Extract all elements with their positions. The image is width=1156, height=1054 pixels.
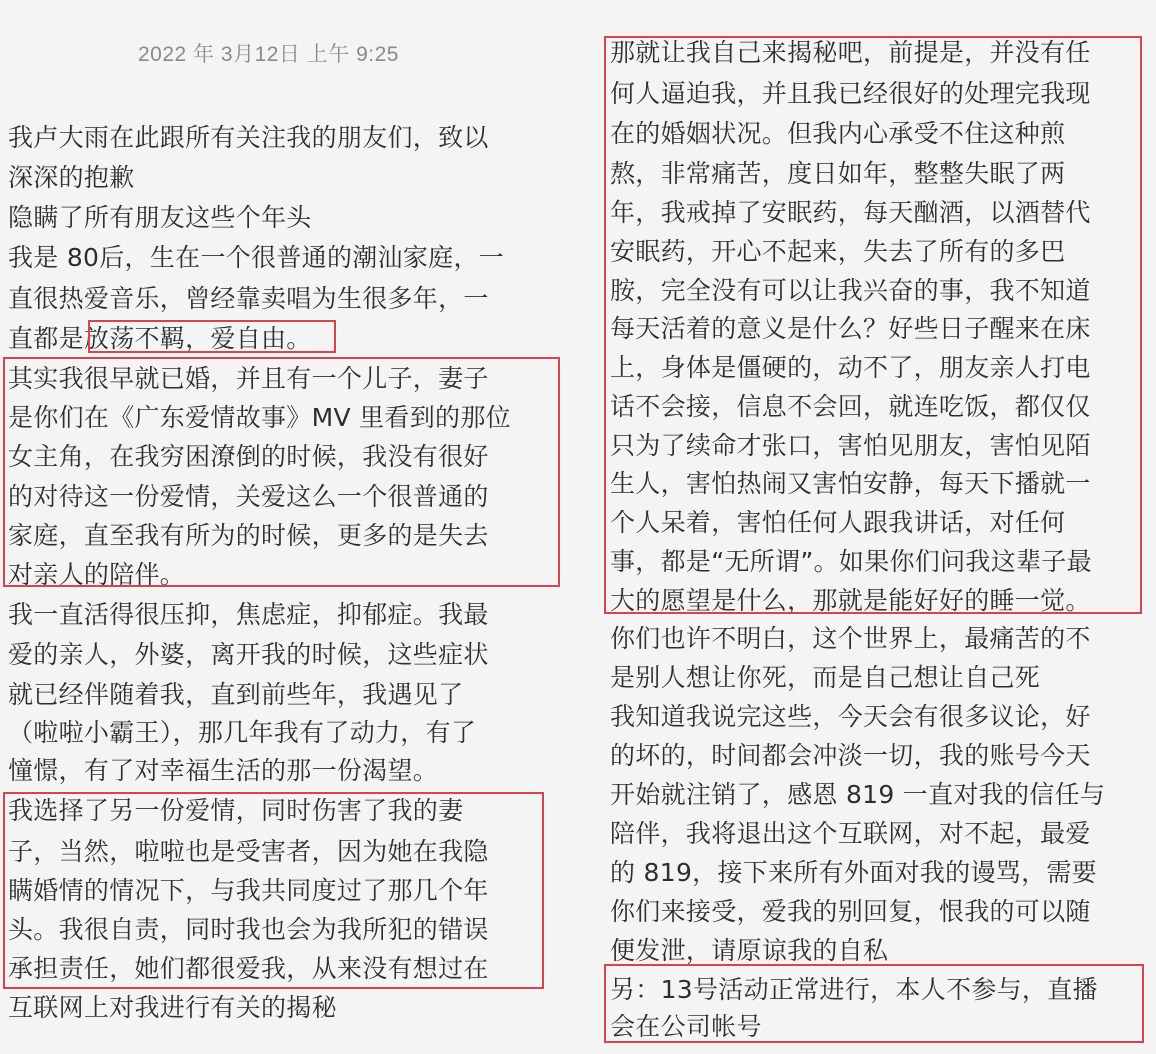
text-line: 你们也许不明白，这个世界上，最痛苦的不 xyxy=(610,624,1091,653)
text-line: 安眠药，开心不起来，失去了所有的多巴 xyxy=(610,237,1066,266)
text-line: 头。我很自责，同时我也会为我所犯的错误 xyxy=(8,915,489,944)
text-line: 你们来接受，爱我的别回复，恨我的可以随 xyxy=(610,897,1091,926)
text-line: 每天活着的意义是什么？好些日子醒来在床 xyxy=(610,314,1091,343)
text-line: （啦啦小霸王），那几年我有了动力，有了 xyxy=(8,718,477,747)
highlight-box-free-spirit xyxy=(88,320,336,353)
text-line: 年，我戒掉了安眠药，每天酗酒，以酒替代 xyxy=(610,198,1091,227)
text-line: 是别人想让你死，而是自己想让自己死 xyxy=(610,663,1041,692)
text-line: 承担责任，她们都很爱我，从来没有想过在 xyxy=(8,954,489,983)
post-timestamp: 2022 年 3月12日 上午 9:25 xyxy=(138,43,399,66)
text-line: 那就让我自己来揭秘吧，前提是，并没有任 xyxy=(610,38,1091,67)
highlight-box-insomnia xyxy=(604,36,1142,614)
text-line: 深深的抱歉 xyxy=(8,163,135,192)
text-line: 便发泄，请原谅我的自私 xyxy=(610,936,889,965)
highlight-box-second-love xyxy=(3,792,544,989)
text-line: 女主角，在我穷困潦倒的时候，我没有很好 xyxy=(8,442,489,471)
text-line: 我选择了另一份爱情，同时伤害了我的妻 xyxy=(8,796,464,825)
text-line: 只为了续命才张口，害怕见朋友，害怕见陌 xyxy=(610,431,1091,460)
left-post-panel xyxy=(0,0,560,1054)
text-line: 是你们在《广东爱情故事》MV 里看到的那位 xyxy=(8,403,511,432)
text-line: 憧憬，有了对幸福生活的那一份渴望。 xyxy=(8,756,439,785)
text-line: 互联网上对我进行有关的揭秘 xyxy=(8,993,337,1022)
text-line: 在的婚姻状况。但我内心承受不住这种煎 xyxy=(610,119,1066,148)
text-line: 其实我很早就已婚，并且有一个儿子，妻子 xyxy=(8,364,489,393)
text-line: 隐瞒了所有朋友这些个年头 xyxy=(8,203,312,232)
text-line: 开始就注销了，感恩 819 一直对我的信任与 xyxy=(610,780,1106,809)
text-line: 话不会接，信息不会回，就连吃饭，都仅仅 xyxy=(610,392,1091,421)
text-line: 个人呆着，害怕任何人跟我讲话，对任何 xyxy=(610,508,1066,537)
text-line: 的对待这一份爱情，关爱这么一个很普通的 xyxy=(8,482,489,511)
highlight-box-marriage xyxy=(3,357,560,587)
text-line: 胺，完全没有可以让我兴奋的事，我不知道 xyxy=(610,276,1091,305)
text-line: 的坏的，时间都会冲淡一切，我的账号今天 xyxy=(610,741,1091,770)
text-line: 我是 80后，生在一个很普通的潮汕家庭，一 xyxy=(8,243,505,272)
text-line: 就已经伴随着我，直到前些年，我遇见了 xyxy=(8,680,464,709)
text-line: 会在公司帐号 xyxy=(610,1012,762,1041)
highlight-box-event-notice xyxy=(604,964,1144,1043)
text-line: 子，当然，啦啦也是受害者，因为她在我隐 xyxy=(8,837,489,866)
text-line: 我卢大雨在此跟所有关注我的朋友们，致以 xyxy=(8,123,489,152)
right-post-panel xyxy=(598,0,1156,1054)
text-line: 我知道我说完这些，今天会有很多议论，好 xyxy=(610,702,1091,731)
text-line: 对亲人的陪伴。 xyxy=(8,560,186,589)
text-line: 的 819，接下来所有外面对我的谩骂，需要 xyxy=(610,858,1097,887)
text-line: 直很热爱音乐，曾经靠卖唱为生很多年，一 xyxy=(8,284,489,313)
text-line: 生人，害怕热闹又害怕安静，每天下播就一 xyxy=(610,469,1091,498)
text-line: 大的愿望是什么，那就是能好好的睡一觉。 xyxy=(610,586,1091,615)
text-line: 瞒婚情的情况下，与我共同度过了那几个年 xyxy=(8,876,489,905)
text-line: 熬，非常痛苦，度日如年，整整失眠了两 xyxy=(610,159,1066,188)
text-line: 另：13号活动正常进行，本人不参与，直播 xyxy=(610,975,1098,1004)
text-line: 直都是放荡不羁，爱自由。 xyxy=(8,324,312,353)
text-line: 我一直活得很压抑，焦虑症，抑郁症。我最 xyxy=(8,600,489,629)
text-line: 陪伴，我将退出这个互联网，对不起，最爱 xyxy=(610,819,1091,848)
text-line: 家庭，直至我有所为的时候，更多的是失去 xyxy=(8,521,489,550)
text-line: 何人逼迫我，并且我已经很好的处理完我现 xyxy=(610,79,1091,108)
text-line: 爱的亲人，外婆，离开我的时候，这些症状 xyxy=(8,640,489,669)
text-line: 事，都是“无所谓”。如果你们问我这辈子最 xyxy=(610,547,1092,576)
text-line: 上，身体是僵硬的，动不了，朋友亲人打电 xyxy=(610,353,1091,382)
